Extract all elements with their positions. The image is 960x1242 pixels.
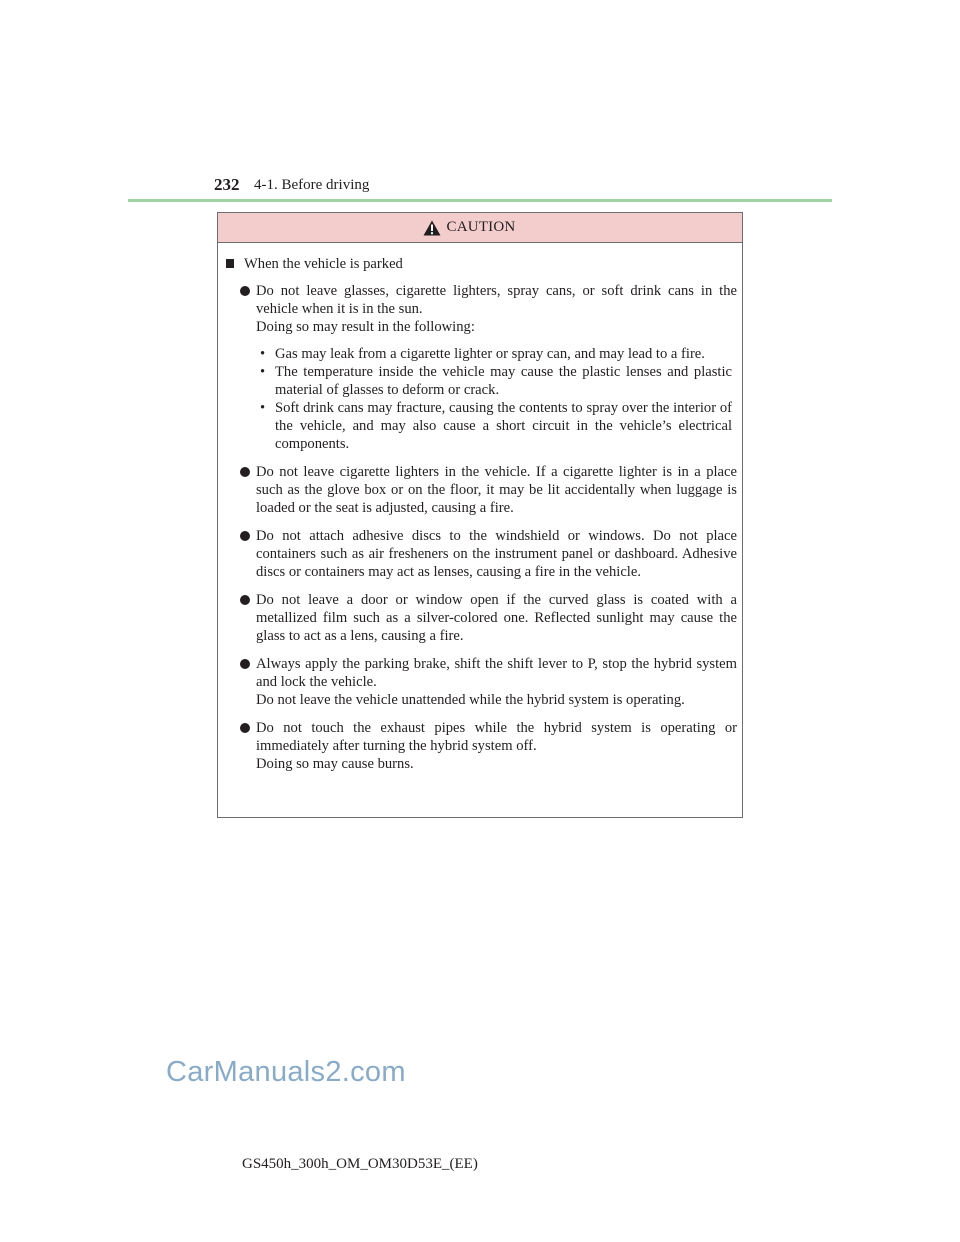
item-text: Do not touch the exhaust pipes while the hybrid system is operating or immediately after turning the hybrid system off.	[256, 720, 737, 754]
item-text: Do not leave a door or window open if the curved glass is coated with a metallized film such as a silver-colored one. Reflected sunlight may cause the glass to act as a lens, causing a fire.	[256, 592, 737, 644]
dot-bullet-icon	[240, 595, 250, 605]
caution-body	[218, 243, 742, 773]
sub-item-text: Soft drink cans may fracture, causing the contents to spray over the interior of the vehicle, and may also cause a short circuit in the vehicle’s electrical components.	[275, 400, 732, 452]
square-bullet-icon	[226, 259, 234, 268]
page-number: 232	[214, 175, 240, 194]
sub-list-item	[260, 399, 732, 453]
sub-list-item	[260, 345, 732, 363]
dot-bullet-icon	[240, 467, 250, 477]
sub-bullet-icon: •	[260, 346, 266, 362]
item-text: Do not leave cigarette lighters in the vehicle. If a cigarette lighter is in a place such as the glove box or on the floor, it may be lit accidentally when luggage is loaded or the seat is adjusted, causing a fire.	[256, 464, 737, 516]
warning-triangle-icon	[423, 220, 441, 236]
caution-header	[218, 213, 742, 243]
sub-list-item	[260, 363, 732, 399]
caution-item-6	[240, 719, 737, 773]
sub-item-text: Gas may leak from a cigarette lighter or spray can, and may lead to a fire.	[275, 346, 705, 362]
item-text: Do not leave the vehicle unattended while the hybrid system is operating.	[256, 692, 685, 708]
topic-heading	[224, 255, 742, 273]
item-text: Do not leave glasses, cigarette lighters, spray cans, or soft drink cans in the vehicle when it is in the sun.	[256, 283, 737, 317]
sub-item-text: The temperature inside the vehicle may cause the plastic lenses and plastic material of glasses to deform or crack.	[275, 364, 732, 398]
dot-bullet-icon	[240, 723, 250, 733]
caution-box	[217, 212, 743, 818]
caution-item-4	[240, 591, 737, 645]
item-text: Doing so may result in the following:	[256, 319, 475, 335]
caution-item-1	[240, 282, 737, 453]
header-rule	[128, 199, 832, 202]
item-text: Doing so may cause burns.	[256, 756, 414, 772]
topic-text: When the vehicle is parked	[244, 256, 403, 272]
dot-bullet-icon	[240, 286, 250, 296]
sub-bullet-icon: •	[260, 400, 266, 416]
item-text: Do not attach adhesive discs to the windshield or windows. Do not place containers such as air fresheners on the instrument panel or dashboard. Adhesive discs or containers may act as lenses, causing a fire in the vehicle.	[256, 528, 737, 580]
footer-model-code: GS450h_300h_OM_OM30D53E_(EE)	[242, 1156, 478, 1172]
dot-bullet-icon	[240, 531, 250, 541]
sub-bullet-icon: •	[260, 364, 266, 380]
caution-title: CAUTION	[446, 219, 516, 235]
watermark-link[interactable]: CarManuals2.com	[166, 1056, 406, 1088]
section-title: 4-1. Before driving	[254, 177, 370, 193]
caution-item-3	[240, 527, 737, 581]
caution-item-5	[240, 655, 737, 709]
sub-list	[256, 345, 737, 453]
caution-item-2	[240, 463, 737, 517]
dot-bullet-icon	[240, 659, 250, 669]
item-text: Always apply the parking brake, shift the shift lever to P, stop the hybrid system and lock the vehicle.	[256, 656, 737, 690]
